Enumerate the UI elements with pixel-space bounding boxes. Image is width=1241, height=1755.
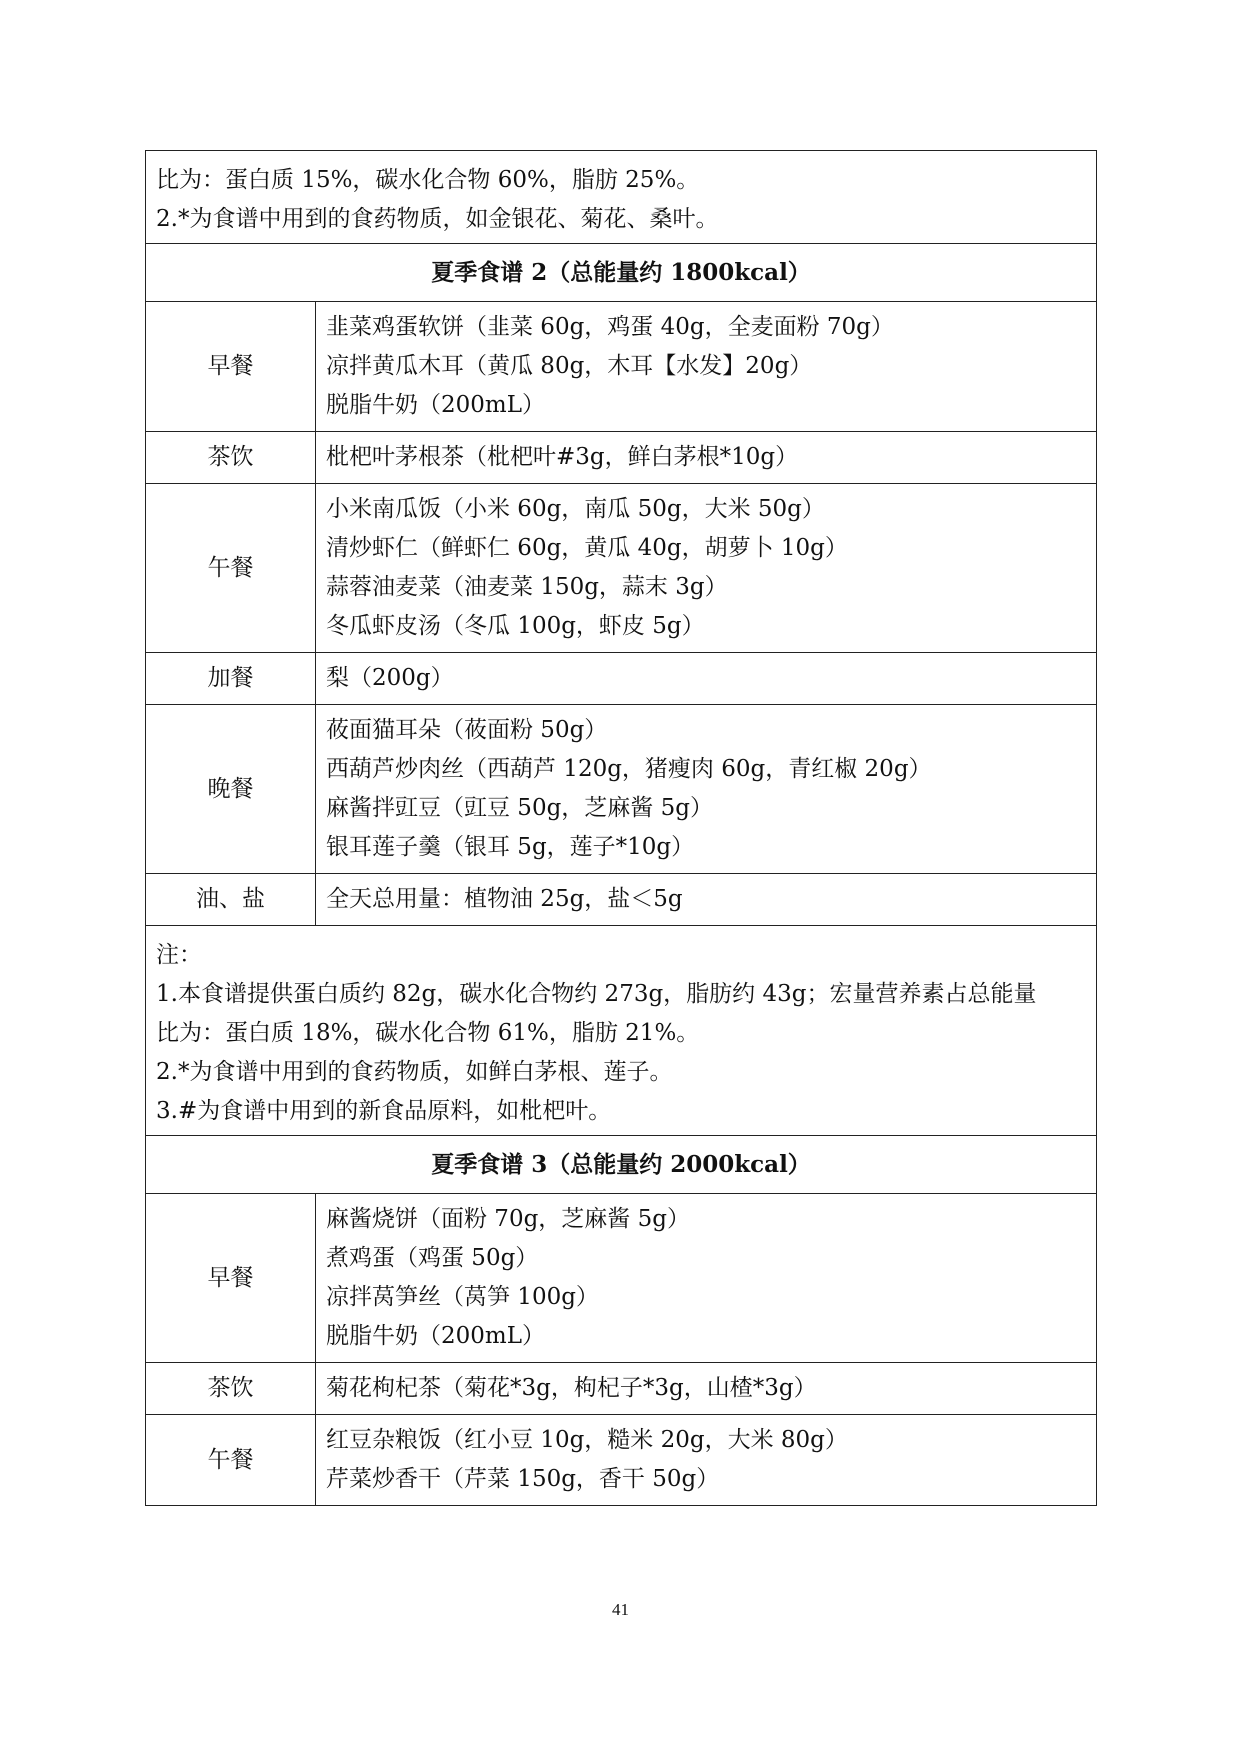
- notes-top-cell: [146, 151, 1097, 244]
- meal-label: 午餐: [146, 484, 316, 653]
- dish-item: 莜面猫耳朵（莜面粉 50g）: [326, 717, 608, 743]
- dish-item: 冬瓜虾皮汤（冬瓜 100g，虾皮 5g）: [326, 613, 705, 639]
- meal-label: 午餐: [146, 1415, 316, 1506]
- menu2-title-row: [146, 244, 1097, 302]
- dish-item: 银耳莲子羹（银耳 5g，莲子*10g）: [326, 834, 695, 860]
- meal-items: [316, 484, 1097, 653]
- dish-item: 芹菜炒香干（芹菜 150g，香干 50g）: [326, 1466, 720, 1492]
- dish-item: 凉拌黄瓜木耳（黄瓜 80g，木耳【水发】20g）: [326, 353, 813, 379]
- menu3-row-tea: [146, 1363, 1097, 1415]
- meal-items: [316, 432, 1097, 484]
- notes-top-row: [146, 151, 1097, 244]
- menu3-title: 夏季食谱 3（总能量约 2000kcal）: [146, 1136, 1097, 1194]
- note-line: 3.#为食谱中用到的新食品原料，如枇杷叶。: [156, 1098, 612, 1124]
- meal-label: 早餐: [146, 302, 316, 432]
- dish-item: 清炒虾仁（鲜虾仁 60g，黄瓜 40g，胡萝卜 10g）: [326, 535, 848, 561]
- meal-label: 茶饮: [146, 432, 316, 484]
- meal-label: 加餐: [146, 653, 316, 705]
- dish-item: 全天总用量：植物油 25g，盐＜5g: [326, 886, 683, 912]
- menu2-row-lunch: [146, 484, 1097, 653]
- dish-item: 脱脂牛奶（200mL）: [326, 1323, 545, 1349]
- note-line: 2.*为食谱中用到的食药物质，如鲜白茅根、莲子。: [156, 1059, 673, 1085]
- dish-item: 菊花枸杞茶（菊花*3g，枸杞子*3g，山楂*3g）: [326, 1375, 817, 1401]
- dish-item: 梨（200g）: [326, 665, 454, 691]
- meal-label: 茶饮: [146, 1363, 316, 1415]
- note-line: 2.*为食谱中用到的食药物质，如金银花、菊花、桑叶。: [156, 206, 719, 232]
- page-number: 41: [612, 1600, 629, 1619]
- dish-item: 麻酱烧饼（面粉 70g，芝麻酱 5g）: [326, 1206, 690, 1232]
- dish-item: 煮鸡蛋（鸡蛋 50g）: [326, 1245, 539, 1271]
- meal-items: [316, 874, 1097, 926]
- meal-label: 晚餐: [146, 705, 316, 874]
- menu2-title: 夏季食谱 2（总能量约 1800kcal）: [146, 244, 1097, 302]
- meal-items: [316, 653, 1097, 705]
- dish-item: 韭菜鸡蛋软饼（韭菜 60g，鸡蛋 40g，全麦面粉 70g）: [326, 314, 894, 340]
- menu3-row-breakfast: [146, 1194, 1097, 1363]
- menu3-row-lunch: [146, 1415, 1097, 1506]
- meal-items: [316, 1415, 1097, 1506]
- menu2-row-dinner: [146, 705, 1097, 874]
- menu2-row-tea: [146, 432, 1097, 484]
- note-line: 1.本食谱提供蛋白质约 82g，碳水化合物约 273g，脂肪约 43g；宏量营养素占总能量: [156, 981, 1037, 1007]
- note-line: 注：: [156, 942, 202, 968]
- meal-label: 早餐: [146, 1194, 316, 1363]
- meal-items: [316, 1363, 1097, 1415]
- menu2-notes-row: [146, 926, 1097, 1136]
- meal-items: [316, 705, 1097, 874]
- menu2-notes: [146, 926, 1097, 1136]
- meal-items: [316, 302, 1097, 432]
- dish-item: 西葫芦炒肉丝（西葫芦 120g，猪瘦肉 60g，青红椒 20g）: [326, 756, 932, 782]
- menu2-row-oil-salt: [146, 874, 1097, 926]
- dish-item: 凉拌莴笋丝（莴笋 100g）: [326, 1284, 599, 1310]
- dish-item: 枇杷叶茅根茶（枇杷叶#3g，鲜白茅根*10g）: [326, 444, 799, 470]
- recipe-table: [145, 150, 1097, 1506]
- dish-item: 麻酱拌豇豆（豇豆 50g，芝麻酱 5g）: [326, 795, 713, 821]
- dish-item: 脱脂牛奶（200mL）: [326, 392, 545, 418]
- menu2-row-snack: [146, 653, 1097, 705]
- menu2-row-breakfast: [146, 302, 1097, 432]
- meal-label: 油、盐: [146, 874, 316, 926]
- note-line: 比为：蛋白质 15%，碳水化合物 60%，脂肪 25%。: [156, 167, 700, 193]
- note-line: 比为：蛋白质 18%，碳水化合物 61%，脂肪 21%。: [156, 1020, 700, 1046]
- dish-item: 小米南瓜饭（小米 60g，南瓜 50g，大米 50g）: [326, 496, 825, 522]
- dish-item: 蒜蓉油麦菜（油麦菜 150g，蒜末 3g）: [326, 574, 728, 600]
- menu3-title-row: [146, 1136, 1097, 1194]
- dish-item: 红豆杂粮饭（红小豆 10g，糙米 20g，大米 80g）: [326, 1427, 848, 1453]
- meal-items: [316, 1194, 1097, 1363]
